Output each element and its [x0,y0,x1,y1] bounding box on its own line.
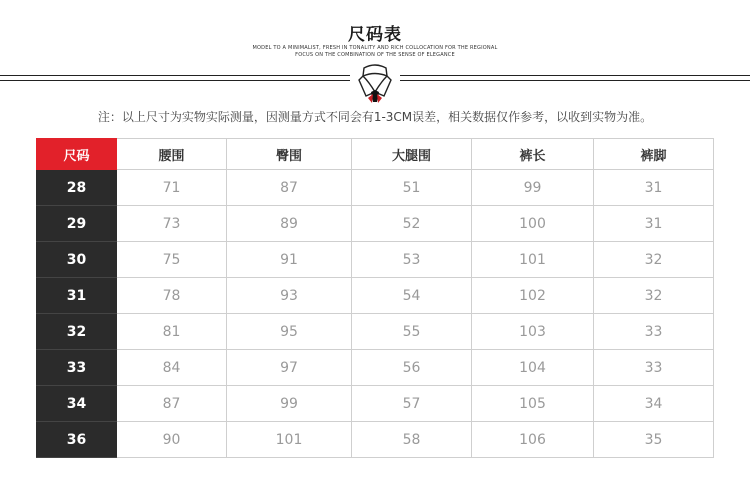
hip-cell: 97 [227,350,352,386]
thigh-cell: 57 [352,386,472,422]
hip-cell: 87 [227,170,352,206]
hip-cell: 95 [227,314,352,350]
hem-cell: 32 [594,278,714,314]
waist-cell: 78 [117,278,227,314]
length-cell: 105 [472,386,594,422]
length-cell: 100 [472,206,594,242]
length-cell: 103 [472,314,594,350]
hip-cell: 89 [227,206,352,242]
subtitle-line-1: MODEL TO A MINIMALIST, FRESH IN TONALITY AND RICH COLLOCATION FOR THE REGIONAL [252,45,498,51]
thigh-cell: 58 [352,422,472,458]
waist-cell: 75 [117,242,227,278]
thigh-cell: 54 [352,278,472,314]
table-row [37,206,714,242]
hem-cell: 31 [594,206,714,242]
page-title: 尺码表 [348,25,402,45]
hem-cell: 34 [594,386,714,422]
header-length: 裤长 [472,139,594,170]
table-row [37,242,714,278]
divider-right-bottom [400,80,750,81]
size-cell: 30 [37,242,117,278]
size-cell: 32 [37,314,117,350]
hem-cell: 33 [594,314,714,350]
waist-cell: 81 [117,314,227,350]
thigh-cell: 52 [352,206,472,242]
divider-left-bottom [0,80,350,81]
subtitle-line-2: FOCUS ON THE COMBINATION OF THE SENSE OF ELEGANCE [295,52,455,58]
waist-cell: 73 [117,206,227,242]
header-size: 尺码 [37,139,117,170]
thigh-cell: 51 [352,170,472,206]
table-header-row [37,139,714,170]
hip-cell: 93 [227,278,352,314]
header-thigh: 大腿围 [352,139,472,170]
header-hip: 臀围 [227,139,352,170]
length-cell: 99 [472,170,594,206]
table-row [37,350,714,386]
shirt-collar-icon [356,62,394,104]
table-row [37,278,714,314]
size-cell: 33 [37,350,117,386]
header-hem: 裤脚 [594,139,714,170]
size-cell: 31 [37,278,117,314]
measurement-note: 注：以上尺寸为实物实际测量，因测量方式不同会有1-3CM误差，相关数据仅作参考，以收到实物为准。 [97,110,653,124]
size-cell: 29 [37,206,117,242]
waist-cell: 71 [117,170,227,206]
hem-cell: 33 [594,350,714,386]
table-row [37,170,714,206]
hem-cell: 35 [594,422,714,458]
thigh-cell: 53 [352,242,472,278]
table-row [37,314,714,350]
length-cell: 101 [472,242,594,278]
divider-left-top [0,75,350,76]
divider-right-top [400,75,750,76]
length-cell: 106 [472,422,594,458]
length-cell: 104 [472,350,594,386]
waist-cell: 87 [117,386,227,422]
hip-cell: 101 [227,422,352,458]
thigh-cell: 55 [352,314,472,350]
hip-cell: 91 [227,242,352,278]
size-cell: 36 [37,422,117,458]
hip-cell: 99 [227,386,352,422]
header-waist: 腰围 [117,139,227,170]
waist-cell: 84 [117,350,227,386]
hem-cell: 32 [594,242,714,278]
waist-cell: 90 [117,422,227,458]
size-cell: 34 [37,386,117,422]
size-cell: 28 [37,170,117,206]
length-cell: 102 [472,278,594,314]
size-chart-table [36,138,714,458]
table-row [37,386,714,422]
thigh-cell: 56 [352,350,472,386]
table-row [37,422,714,458]
hem-cell: 31 [594,170,714,206]
